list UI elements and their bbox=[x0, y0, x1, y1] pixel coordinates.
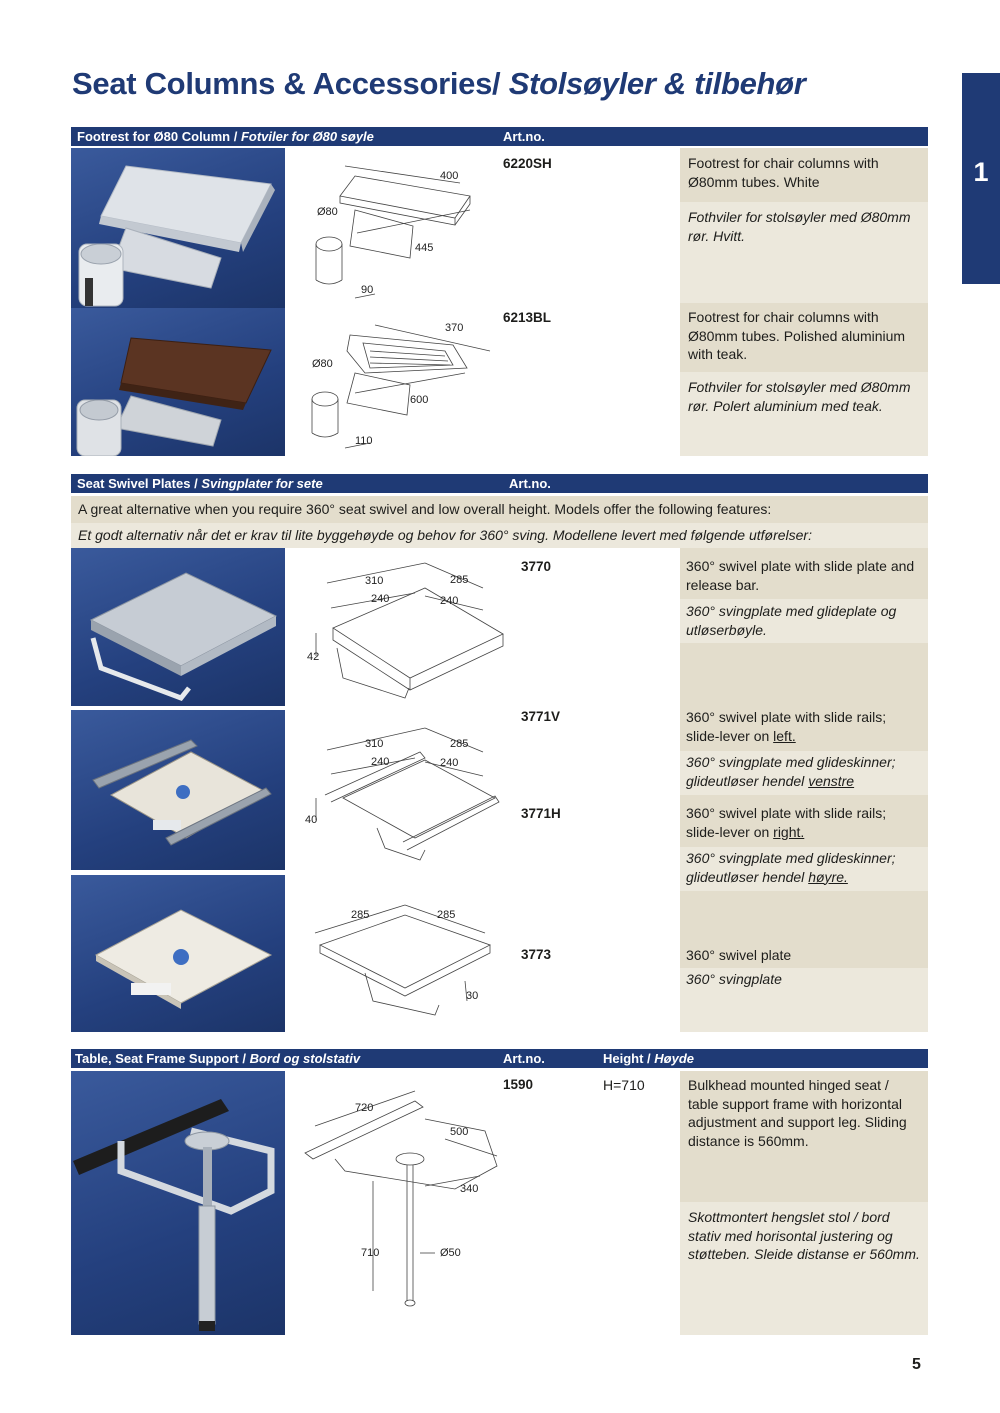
dim-label: 285 bbox=[351, 909, 370, 921]
technical-drawing bbox=[285, 303, 500, 456]
dim-label: 445 bbox=[415, 242, 434, 254]
dim-label: 110 bbox=[355, 435, 373, 447]
col-artno: Art.no. bbox=[509, 476, 551, 491]
chapter-number: 1 bbox=[973, 157, 989, 187]
description-no: 360° svingplate med glideplate og utløserbøyle. bbox=[686, 603, 897, 638]
drawing-1590 bbox=[285, 1071, 500, 1335]
artno-cell bbox=[500, 1071, 680, 1335]
art-number: 3771V bbox=[521, 709, 561, 724]
art-number: 3770 bbox=[521, 559, 552, 574]
technical-drawing bbox=[285, 893, 515, 1023]
section-header-table-support bbox=[71, 1049, 928, 1068]
swivel-plate-rails-illustration bbox=[71, 710, 285, 870]
section-header-footrest bbox=[71, 127, 928, 146]
art-number: 3773 bbox=[521, 947, 552, 962]
dim-label: 400 bbox=[440, 170, 459, 182]
art-number: 6220SH bbox=[503, 156, 552, 171]
page-number: 5 bbox=[912, 1356, 921, 1373]
art-number: 3771H bbox=[521, 806, 561, 821]
product-photo-1590 bbox=[71, 1071, 285, 1335]
swivel-plate-plain-illustration bbox=[71, 875, 285, 1032]
technical-drawing bbox=[285, 148, 500, 303]
description-no: 360° svingplate med glideskinner; glideutløser hendel høyre. bbox=[686, 850, 896, 885]
dim-label: 720 bbox=[355, 1102, 374, 1114]
product-photo-3773 bbox=[71, 875, 285, 1032]
artno-cell bbox=[500, 148, 680, 303]
intro-en: A great alternative when you require 360° seat swivel and low overall height. Models offer the following features: bbox=[78, 501, 772, 517]
col-height: Height / Høyde bbox=[603, 1051, 695, 1066]
product-photo-3770 bbox=[71, 548, 285, 706]
description-en: Footrest for chair columns with Ø80mm tubes. Polished aluminium with teak. bbox=[688, 309, 906, 362]
intro-no-row bbox=[71, 523, 928, 548]
dim-label: 285 bbox=[437, 909, 456, 921]
section-title: Seat Swivel Plates / Svingplater for sete bbox=[77, 476, 323, 491]
dim-label: 340 bbox=[460, 1183, 479, 1195]
dim-label: 240 bbox=[440, 757, 459, 769]
dim-label: 42 bbox=[307, 651, 320, 663]
dim-label: 370 bbox=[445, 322, 464, 334]
description-no: Skottmontert hengslet stol / bord stativ med horisontal justering og støtteben. Sleide distanse er 560mm. bbox=[688, 1209, 920, 1262]
description-no: 360° svingplate med glideskinner; glideutløser hendel venstre bbox=[686, 754, 896, 789]
desc-en-cell bbox=[680, 1071, 928, 1202]
intro-no: Et godt alternativ når det er krav til lite byggehøyde og behov for 360° sving. Modellene levert med følgende utførelser: bbox=[78, 527, 812, 543]
description-no: 360° svingplate bbox=[686, 971, 782, 987]
dim-label: Ø80 bbox=[317, 206, 338, 218]
drawing-6213BL bbox=[285, 303, 500, 456]
height-value: H=710 bbox=[603, 1077, 645, 1093]
swivel-plate-illustration bbox=[71, 548, 285, 706]
technical-drawing bbox=[285, 1071, 500, 1335]
technical-drawing bbox=[285, 710, 515, 872]
desc-no-cell bbox=[680, 202, 928, 303]
dim-label: 600 bbox=[410, 394, 429, 406]
footrest-teak-illustration bbox=[71, 308, 285, 456]
description-en: 360° swivel plate with slide rails; slide-lever on left. bbox=[686, 709, 887, 744]
section-title: Footrest for Ø80 Column / Fotviler for Ø80 søyle bbox=[77, 129, 374, 144]
drawing-3770 bbox=[285, 548, 515, 710]
description-no: Fothviler for stolsøyler med Ø80mm rør. Polert aluminium med teak. bbox=[688, 379, 911, 414]
dim-label: Ø80 bbox=[312, 358, 333, 370]
description-en: 360° swivel plate with slide plate and release bar. bbox=[686, 558, 915, 593]
desc-no-cell bbox=[680, 372, 928, 456]
dim-label: 285 bbox=[450, 738, 469, 750]
technical-drawing bbox=[285, 548, 515, 710]
product-photo-3771 bbox=[71, 710, 285, 870]
description-en: Footrest for chair columns with Ø80mm tubes. White bbox=[688, 155, 879, 190]
page-title: Seat Columns & Accessories/ Stolsøyler & tilbehør bbox=[72, 66, 806, 101]
dim-label: 500 bbox=[450, 1126, 469, 1138]
art-number: 1590 bbox=[503, 1077, 534, 1092]
chapter-tab bbox=[962, 73, 1000, 284]
dim-label: 90 bbox=[361, 284, 374, 296]
description-en: Bulkhead mounted hinged seat / table support frame with horizontal adjustment and support leg. Sliding distance is 560mm. bbox=[688, 1077, 907, 1149]
drawing-3771 bbox=[285, 710, 515, 872]
intro-en-row bbox=[71, 496, 928, 523]
art-number: 6213BL bbox=[503, 310, 552, 325]
dim-label: 240 bbox=[440, 595, 459, 607]
artno-cell bbox=[500, 303, 680, 456]
desc-no-cell bbox=[680, 1202, 928, 1335]
product-photo-6220SH bbox=[71, 148, 285, 308]
section-title: Table, Seat Frame Support / Bord og stolstativ bbox=[75, 1051, 361, 1066]
description-en: 360° swivel plate bbox=[686, 947, 792, 963]
dim-label: 240 bbox=[371, 593, 390, 605]
section-header-swivel bbox=[71, 474, 928, 493]
dim-label: 285 bbox=[450, 574, 469, 586]
product-photo-6213BL bbox=[71, 308, 285, 456]
dim-label: 310 bbox=[365, 738, 384, 750]
footrest-white-illustration bbox=[71, 148, 285, 308]
col-artno: Art.no. bbox=[503, 1051, 545, 1066]
description-no: Fothviler for stolsøyler med Ø80mm rør. Hvitt. bbox=[688, 209, 911, 244]
drawing-3773 bbox=[285, 893, 515, 1023]
dim-label: 710 bbox=[361, 1247, 380, 1259]
description-en: 360° swivel plate with slide rails; slide-lever on right. bbox=[686, 805, 887, 840]
desc-en-cell bbox=[680, 303, 928, 372]
dim-label: 30 bbox=[466, 990, 479, 1002]
table-support-illustration bbox=[71, 1071, 285, 1335]
desc-en-cell bbox=[680, 148, 928, 202]
col-artno: Art.no. bbox=[503, 129, 545, 144]
dim-label: Ø50 bbox=[440, 1247, 461, 1259]
dim-label: 310 bbox=[365, 575, 384, 587]
dim-label: 240 bbox=[371, 756, 390, 768]
dim-label: 40 bbox=[305, 814, 318, 826]
drawing-6220SH bbox=[285, 148, 500, 303]
